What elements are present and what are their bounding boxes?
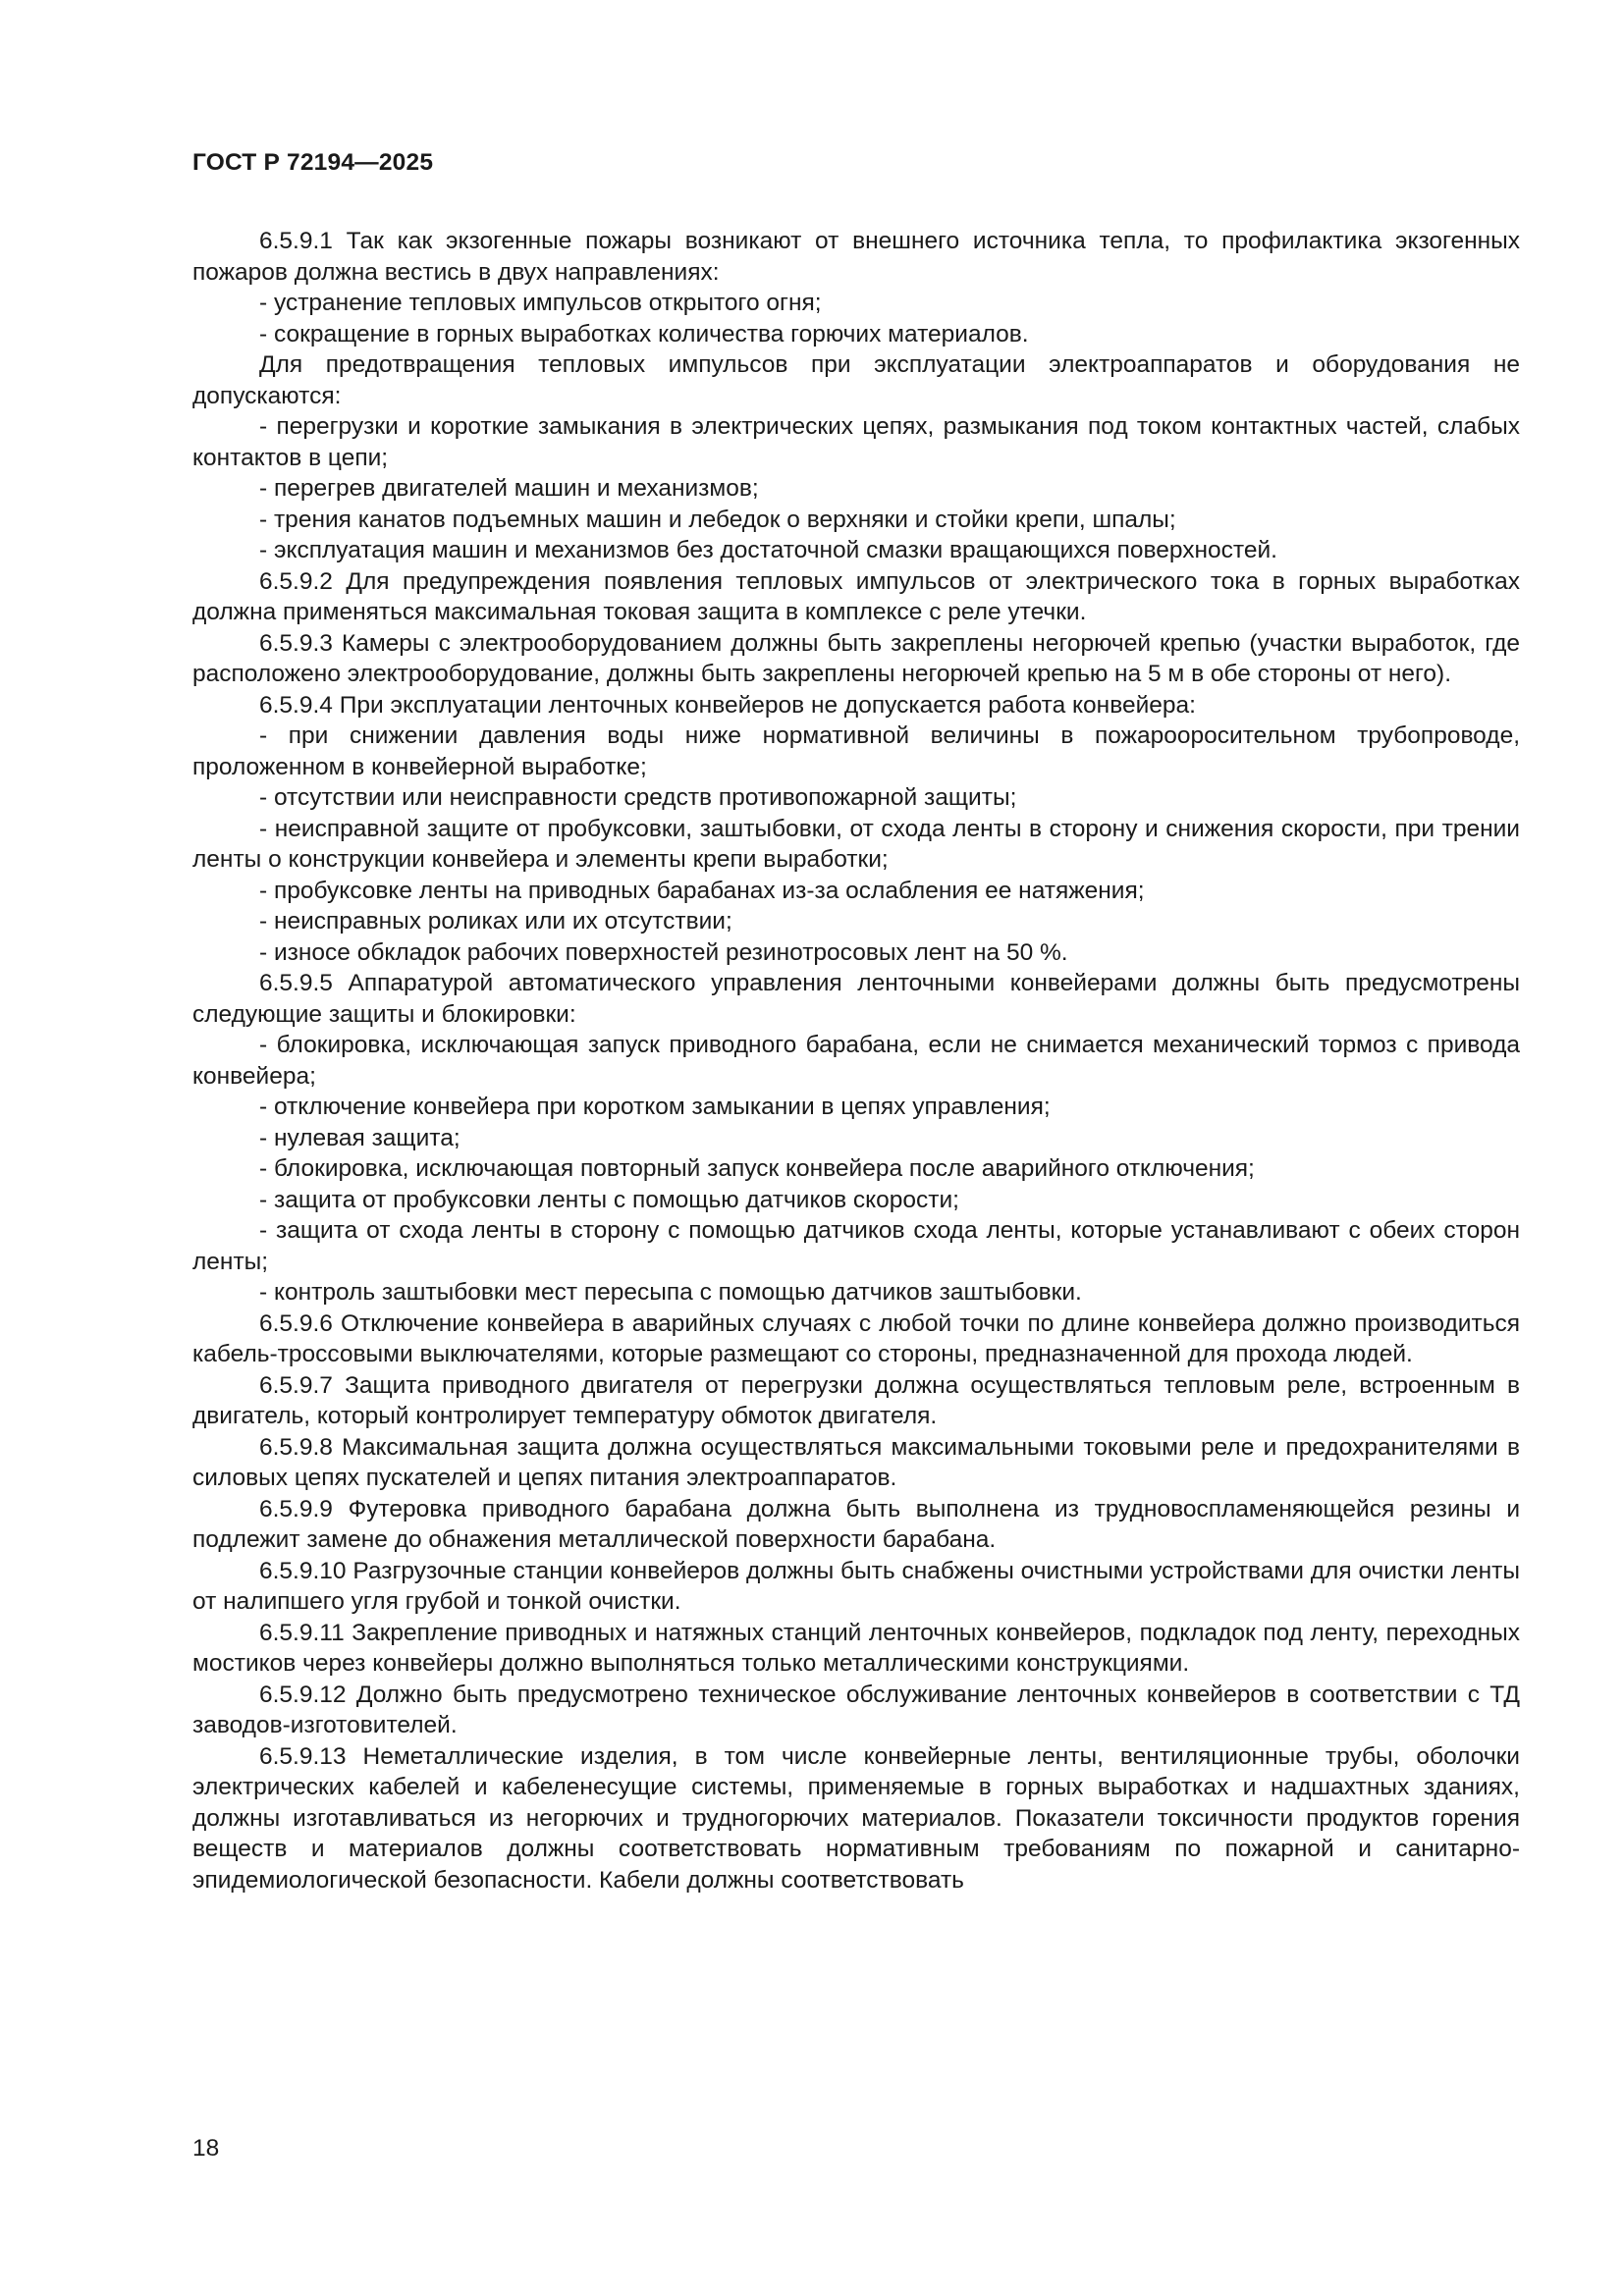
document-body [192,226,1520,1896]
list-item: - сокращение в горных выработках количества горючих материалов. [259,320,1029,347]
list-item: - пробуксовке ленты на приводных барабанах из-за ослабления ее натяжения; [259,877,1145,904]
paragraph-6-5-9-6: 6.5.9.6 Отключение конвейера в аварийных случаях с любой точки по длине конвейера должно производиться кабель-троссовыми выключателями, которые размещают со стороны, предназначенной для прохода людей. [192,1309,1520,1367]
paragraph-6-5-9-3: 6.5.9.3 Камеры с электрооборудованием должны быть закреплены негорючей крепью (участки выработок, где расположено электрооборудование, должны быть закреплены негорючей крепью на 5 м в обе стороны от него). [192,629,1520,687]
list-item: - при снижении давления воды ниже нормативной величины в пожарооросительном трубопроводе, проложенном в конвейерной выработке; [192,722,1520,780]
paragraph-6-5-9-8: 6.5.9.8 Максимальная защита должна осуществляться максимальными токовыми реле и предохранителями в силовых цепях пускателей и цепях питания электроаппаратов. [192,1433,1520,1491]
list-item: - защита от схода ленты в сторону с помощью датчиков схода ленты, которые устанавливают с обеих сторон ленты; [192,1217,1520,1275]
list-item: - неисправной защите от пробуксовки, заштыбовки, от схода ленты в сторону и снижения скорости, при трении ленты о конструкции конвейера и элементы крепи выработки; [192,815,1520,873]
page-number: 18 [192,2135,220,2162]
list-item: - нулевая защита; [259,1124,460,1151]
paragraph-6-5-9-5: 6.5.9.5 Аппаратурой автоматического управления ленточными конвейерами должны быть предусмотрены следующие защиты и блокировки: [192,970,1520,1028]
paragraph-6-5-9-2: 6.5.9.2 Для предупреждения появления тепловых импульсов от электрического тока в горных выработках должна применяться максимальная токовая защита в комплексе с реле утечки. [192,567,1520,625]
list-item: - неисправных роликах или их отсутствии; [259,908,732,934]
paragraph-6-5-9-4: 6.5.9.4 При эксплуатации ленточных конвейеров не допускается работа конвейера: [259,691,1196,719]
paragraph-6-5-9-11: 6.5.9.11 Закрепление приводных и натяжных станций ленточных конвейеров, подкладок под ленту, переходных мостиков через конвейеры должно выполняться только металлическими конструкциями. [192,1619,1520,1677]
list-item: - блокировка, исключающая повторный запуск конвейера после аварийного отключения; [259,1155,1255,1182]
list-item: - блокировка, исключающая запуск приводного барабана, если не снимается механический тормоз с привода конвейера; [192,1032,1520,1090]
list-item: - эксплуатация машин и механизмов без достаточной смазки вращающихся поверхностей. [259,537,1277,563]
list-item: - трения канатов подъемных машин и лебедок о верхняки и стойки крепи, шпалы; [259,506,1176,533]
paragraph-6-5-9-7: 6.5.9.7 Защита приводного двигателя от перегрузки должна осуществляться тепловым реле, встроенным в двигатель, который контролирует температуру обмоток двигателя. [192,1371,1520,1429]
paragraph-6-5-9-12: 6.5.9.12 Должно быть предусмотрено техническое обслуживание ленточных конвейеров в соответствии с ТД заводов-изготовителей. [192,1681,1520,1738]
paragraph-6-5-9-13: 6.5.9.13 Неметаллические изделия, в том числе конвейерные ленты, вентиляционные трубы, оболочки электрических кабелей и кабеленесущие системы, применяемые в горных выработках и надшахтных зданиях, должны изготавливаться из негорючих и трудногорючих материалов. Показатели токсичности продуктов горения веществ и материалов должны соответствовать нормативным требованиям по пожарной и санитарно-эпидемиологической безопасности. Кабели должны соответствовать [192,1742,1520,1894]
list-item: - отсутствии или неисправности средств противопожарной защиты; [259,784,1017,811]
paragraph: Для предотвращения тепловых импульсов при эксплуатации электроаппаратов и оборудования не допускаются: [192,351,1520,409]
list-item: - перегрев двигателей машин и механизмов; [259,475,759,502]
paragraph-6-5-9-9: 6.5.9.9 Футеровка приводного барабана должна быть выполнена из трудновоспламеняющейся резины и подлежит замене до обнажения металлической поверхности барабана. [192,1495,1520,1553]
list-item: - износе обкладок рабочих поверхностей резинотросовых лент на 50 %. [259,938,1068,966]
paragraph-6-5-9-1: 6.5.9.1 Так как экзогенные пожары возникают от внешнего источника тепла, то профилактика экзогенных пожаров должна вестись в двух направлениях: [192,228,1520,286]
list-item: - перегрузки и короткие замыкания в электрических цепях, размыкания под током контактных частей, слабых контактов в цепи; [192,413,1520,471]
document-code-header: ГОСТ Р 72194—2025 [192,149,434,176]
list-item: - контроль заштыбовки мест пересыпа с помощью датчиков заштыбовки. [259,1279,1082,1306]
list-item: - защита от пробуксовки ленты с помощью датчиков скорости; [259,1186,959,1213]
list-item: - отключение конвейера при коротком замыкании в цепях управления; [259,1094,1051,1120]
list-item: - устранение тепловых импульсов открытого огня; [259,290,822,316]
paragraph-6-5-9-10: 6.5.9.10 Разгрузочные станции конвейеров должны быть снабжены очистными устройствами для очистки ленты от налипшего угля грубой и тонкой очистки. [192,1557,1520,1615]
